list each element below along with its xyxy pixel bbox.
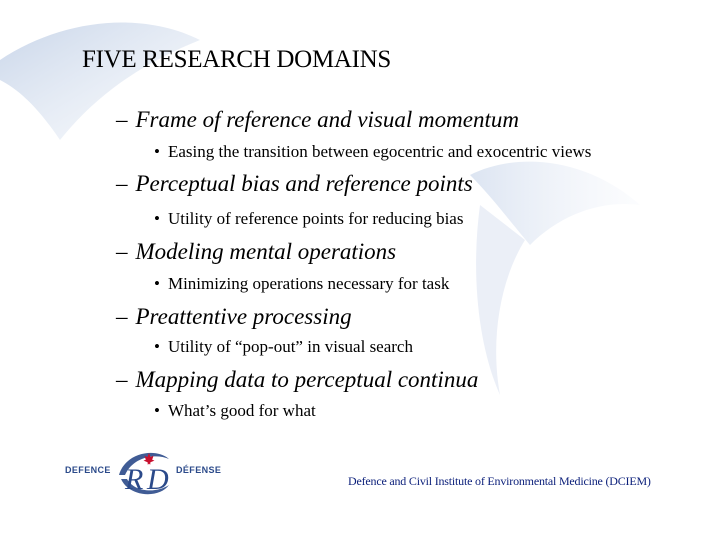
dash-marker: – xyxy=(116,239,128,264)
bullet-marker: • xyxy=(154,401,160,420)
bullet-marker: • xyxy=(154,209,160,228)
subpoint-text: Easing the transition between egocentric and exocentric views xyxy=(167,142,592,161)
subpoint-text: What’s good for what xyxy=(167,401,316,420)
footer-institute: Defence and Civil Institute of Environmental Medicine (DCIEM) xyxy=(348,474,651,488)
rd-logo-mark xyxy=(115,445,173,501)
topic-label: Perceptual bias and reference points xyxy=(135,171,473,196)
bullet-marker: • xyxy=(154,337,160,356)
defence-logo xyxy=(65,445,225,505)
topic-mapping-data xyxy=(116,367,478,393)
topic-preattentive-processing xyxy=(116,304,352,330)
subpoint-text: Minimizing operations necessary for task xyxy=(167,274,450,293)
logo-mark-d: D xyxy=(147,463,169,496)
subpoint-mental-operations xyxy=(154,274,449,294)
dash-marker: – xyxy=(116,171,128,196)
bullet-marker: • xyxy=(154,142,160,161)
subpoint-text: Utility of reference points for reducing bias xyxy=(167,209,464,228)
subpoint-preattentive-processing xyxy=(154,337,413,357)
topic-perceptual-bias xyxy=(116,171,473,197)
topic-label: Frame of reference and visual momentum xyxy=(135,107,519,132)
subpoint-frame-of-reference xyxy=(154,142,591,162)
topic-frame-of-reference xyxy=(116,107,519,133)
subpoint-text: Utility of “pop-out” in visual search xyxy=(167,337,413,356)
topic-label: Modeling mental operations xyxy=(135,239,397,264)
slide-title: FIVE RESEARCH DOMAINS xyxy=(82,46,392,73)
topic-label: Mapping data to perceptual continua xyxy=(135,367,479,392)
topic-mental-operations xyxy=(116,239,396,265)
dash-marker: – xyxy=(116,367,128,392)
subpoint-perceptual-bias xyxy=(154,209,463,229)
bullet-marker: • xyxy=(154,274,160,293)
logo-text-defense: DÉFENSE xyxy=(176,465,222,475)
logo-text-defence: DEFENCE xyxy=(65,465,111,475)
dash-marker: – xyxy=(116,107,128,132)
subpoint-mapping-data xyxy=(154,401,316,421)
logo-mark-r: R xyxy=(125,463,144,496)
dash-marker: – xyxy=(116,304,128,329)
topic-label: Preattentive processing xyxy=(135,304,352,329)
